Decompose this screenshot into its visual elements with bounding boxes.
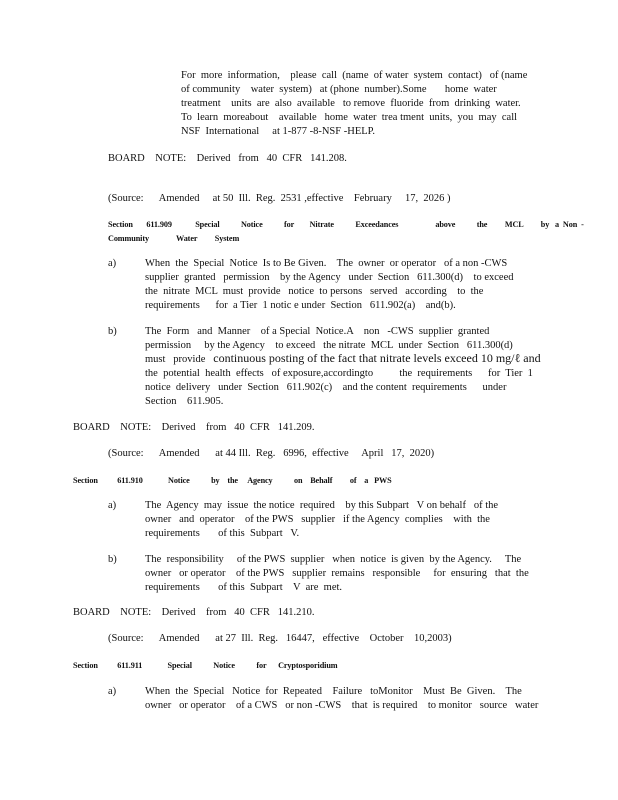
section-heading: Section 611.909 Special Notice for Nitrate Exceedances above the MCL by a Non - xyxy=(108,220,584,229)
item-line: owner or operator of the PWS supplier remains responsible for ensuring that the xyxy=(145,568,529,579)
item-line-part: must provide xyxy=(145,354,214,365)
item-line: requirements of this Subpart V are met. xyxy=(145,582,343,593)
item-label: a) xyxy=(108,500,117,511)
item-label: b) xyxy=(108,554,117,565)
board-note: BOARD NOTE: Derived from 40 CFR 141.209. xyxy=(73,422,315,433)
intro-line: For more information, please call (name of water system contact) of (name xyxy=(181,70,528,81)
item-line: supplier granted permission by the Agency under Section 611.300(d) to exceed xyxy=(145,272,514,283)
item-line: the potential health effects of exposure,accordingto the requirements for Tier 1 xyxy=(145,368,533,379)
source-note: (Source: Amended at 50 Ill. Reg. 2531 ,effective February 17, 2026 ) xyxy=(108,193,451,204)
item-line: Section 611.905. xyxy=(145,396,224,407)
item-line xyxy=(145,352,541,367)
item-line: the nitrate MCL must provide notice to persons served according to the xyxy=(145,286,484,297)
item-line: permission by the Agency to exceed the nitrate MCL under Section 611.300(d) xyxy=(145,340,513,351)
item-line: requirements for a Tier 1 notic e under Section 611.902(a) and(b). xyxy=(145,300,456,311)
item-line: When the Special Notice for Repeated Failure toMonitor Must Be Given. The xyxy=(145,686,522,697)
item-label: a) xyxy=(108,258,117,269)
item-line: When the Special Notice Is to Be Given. The owner or operator of a non -CWS xyxy=(145,258,508,269)
item-line: notice delivery under Section 611.902(c) and the content requirements under xyxy=(145,382,507,393)
intro-line: of community water system) at (phone number).Some home water xyxy=(181,84,497,95)
item-line: requirements of this Subpart V. xyxy=(145,528,300,539)
board-note: BOARD NOTE: Derived from 40 CFR 141.208. xyxy=(108,153,347,164)
item-line: The Form and Manner of a Special Notice.A non -CWS supplier granted xyxy=(145,326,490,337)
source-note: (Source: Amended at 44 Ill. Reg. 6996, effective April 17, 2020) xyxy=(108,448,435,459)
section-heading: Community Water System xyxy=(108,234,240,243)
item-line-part: continuous posting of the fact that nitrate levels exceed 10 mg/ℓ and xyxy=(213,351,541,365)
intro-line: NSF International at 1-877 -8-NSF -HELP. xyxy=(181,126,375,137)
source-note: (Source: Amended at 27 Ill. Reg. 16447, effective October 10,2003) xyxy=(108,633,452,644)
item-label: b) xyxy=(108,326,117,337)
section-heading: Section 611.911 Special Notice for Cryptosporidium xyxy=(73,661,338,670)
intro-line: To learn moreabout available home water trea tment units, you may call xyxy=(181,112,518,123)
board-note: BOARD NOTE: Derived from 40 CFR 141.210. xyxy=(73,607,315,618)
item-line: owner or operator of a CWS or non -CWS that is required to monitor source water xyxy=(145,700,539,711)
item-label: a) xyxy=(108,686,117,697)
section-heading: Section 611.910 Notice by the Agency on Behalf of a PWS xyxy=(73,476,392,485)
intro-line: treatment units are also available to remove fluoride from drinking water. xyxy=(181,98,521,109)
item-line: The Agency may issue the notice required by this Subpart V on behalf of the xyxy=(145,500,499,511)
item-line: The responsibility of the PWS supplier when notice is given by the Agency. The xyxy=(145,554,522,565)
item-line: owner and operator of the PWS supplier if the Agency complies with the xyxy=(145,514,490,525)
